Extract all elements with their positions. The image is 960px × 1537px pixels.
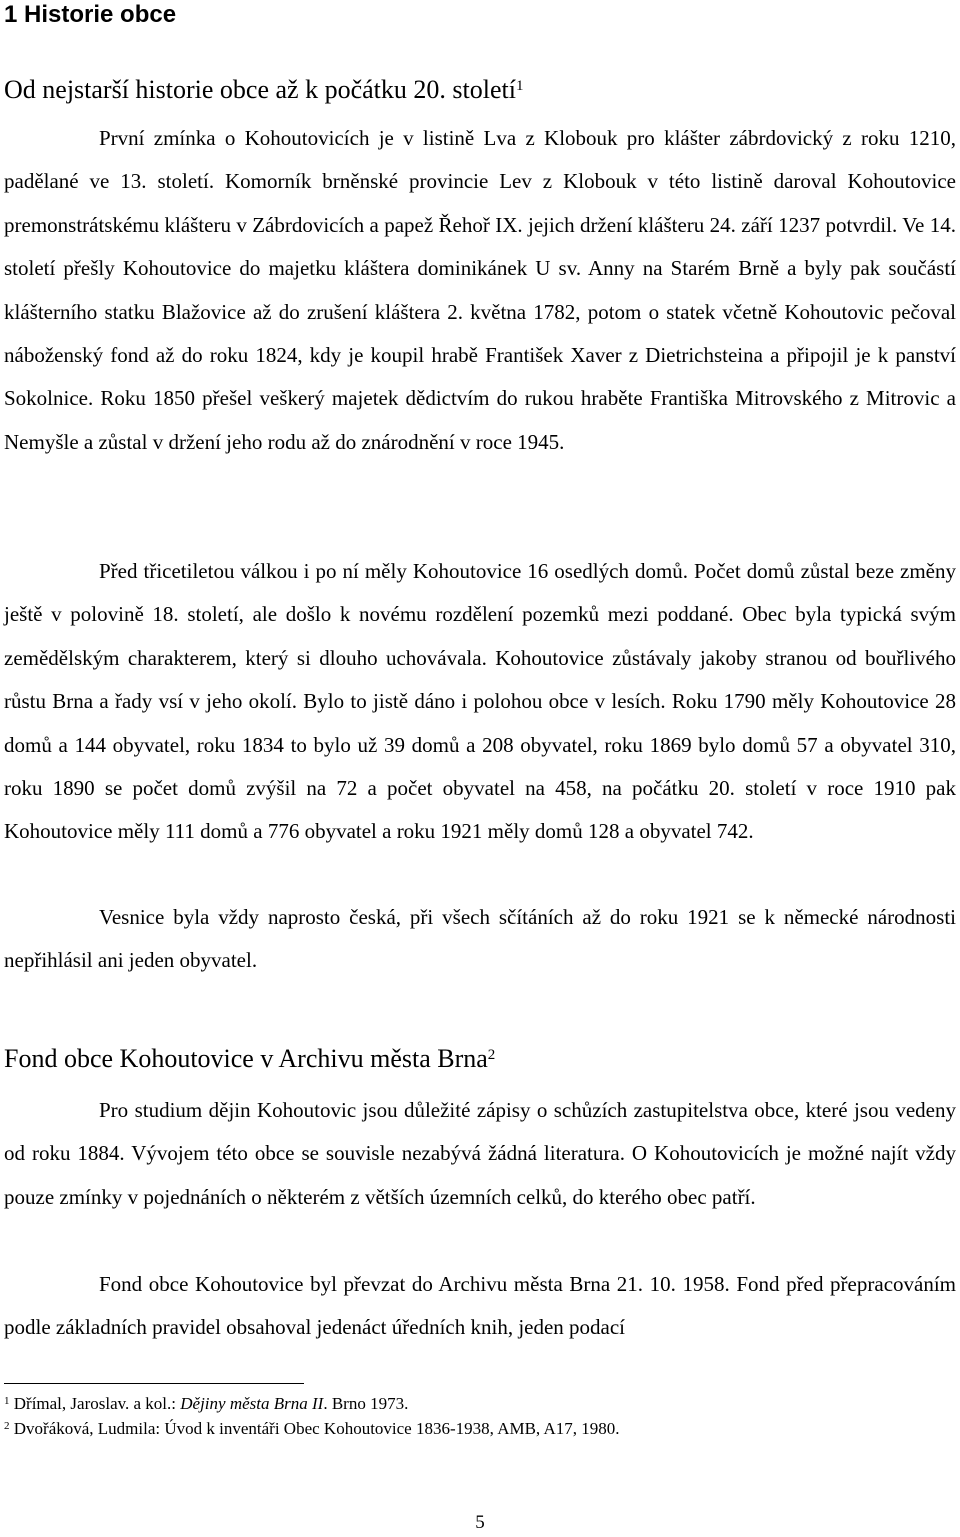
footnote-number: 2	[4, 1420, 10, 1432]
section-title-text: Fond obce Kohoutovice v Archivu města Brna	[4, 1044, 488, 1073]
paragraph: Fond obce Kohoutovice byl převzat do Archivu města Brna 21. 10. 1958. Fond před přepracováním podle základních pravidel obsahoval jedenáct úředních knih, jeden podací	[4, 1272, 956, 1340]
footnote-number: 1	[4, 1395, 10, 1407]
paragraph: Vesnice byla vždy naprosto česká, při všech sčítáních až do roku 1921 se k německé národnosti nepřihlásil ani jeden obyvatel.	[4, 905, 956, 973]
paragraph: První zmínka o Kohoutovicích je v listině Lva z Klobouk pro klášter zábrdovický z roku 1210, padělané ve 13. století. Komorník brněnské provincie Lev z Klobouk v této listině daroval Kohoutovice premonstrátskému klášteru v Zábrdovicích a papež Řehoř IX. jejich držení klášteru 24. září 1237 potvrdil. Ve 14. století přešly Kohoutovice do majetku kláštera dominikánek U sv. Anny na Starém Brně a byly pak součástí klášterního statku Blažovice až do zrušení kláštera 2. května 1782, potom o statek včetně Kohoutovic pečoval náboženský fond až do roku 1824, kdy je koupil hrabě František Xaver z Dietrichsteina a připojil je k panství Sokolnice. Roku 1850 přešel veškerý majetek dědictvím do rukou hraběte Františka Mitrovského z Mitrovic a Nemyšle a zůstal v držení jeho rodu až do znárodnění v roce 1945.	[4, 126, 956, 454]
footnote-text: Dřímal, Jaroslav. a kol.:	[13, 1394, 181, 1413]
paragraph: Pro studium dějin Kohoutovic jsou důležité zápisy o schůzích zastupitelstva obce, které jsou vedeny od roku 1884. Vývojem této obce se souvisle nezabývá žádná literatura. O Kohoutovicích je možné najít vždy pouze zmínky v pojednáních o některém z větších územních celků, do kterého obec patří.	[4, 1098, 956, 1209]
footnote-text: Dvořáková, Ludmila: Úvod k inventáři Obec Kohoutovice 1836-1938, AMB, A17, 1980.	[13, 1419, 620, 1438]
footnote	[4, 1418, 620, 1440]
section-title	[4, 74, 523, 106]
section-title-text: Od nejstarší historie obce až k počátku 20. století	[4, 75, 516, 104]
footnote-text: . Brno 1973.	[323, 1394, 409, 1413]
footnote-title: Dějiny města Brna II	[180, 1394, 324, 1413]
footnote	[4, 1393, 408, 1415]
paragraph: Před třicetiletou válkou i po ní měly Kohoutovice 16 osedlých domů. Počet domů zůstal beze změny ještě v polovině 18. století, ale došlo k novému rozdělení pozemků mezi poddané. Obec byla typická svým zemědělským charakterem, který si dlouho uchovávala. Kohoutovice zůstávaly jakoby stranou od bouřlivého růstu Brna a řady vsí v jeho okolí. Bylo to jistě dáno i polohou obce v lesích. Roku 1790 měly Kohoutovice 28 domů a 144 obyvatel, roku 1834 to bylo už 39 domů a 208 obyvatel, roku 1869 bylo domů 57 a obyvatel 310, roku 1890 se počet domů zvýšil na 72 a počet obyvatel na 458, na počátku 20. století v roce 1910 pak Kohoutovice měly 111 domů a 776 obyvatel a roku 1921 měly domů 128 a obyvatel 742.	[4, 559, 956, 844]
footnote-reference: 1	[515, 78, 524, 94]
footnote-divider	[4, 1383, 304, 1384]
chapter-title: 1 Historie obce	[4, 1, 177, 28]
page-number: 5	[475, 1512, 485, 1533]
section-title	[4, 1043, 495, 1075]
footnote-reference: 2	[487, 1047, 496, 1063]
